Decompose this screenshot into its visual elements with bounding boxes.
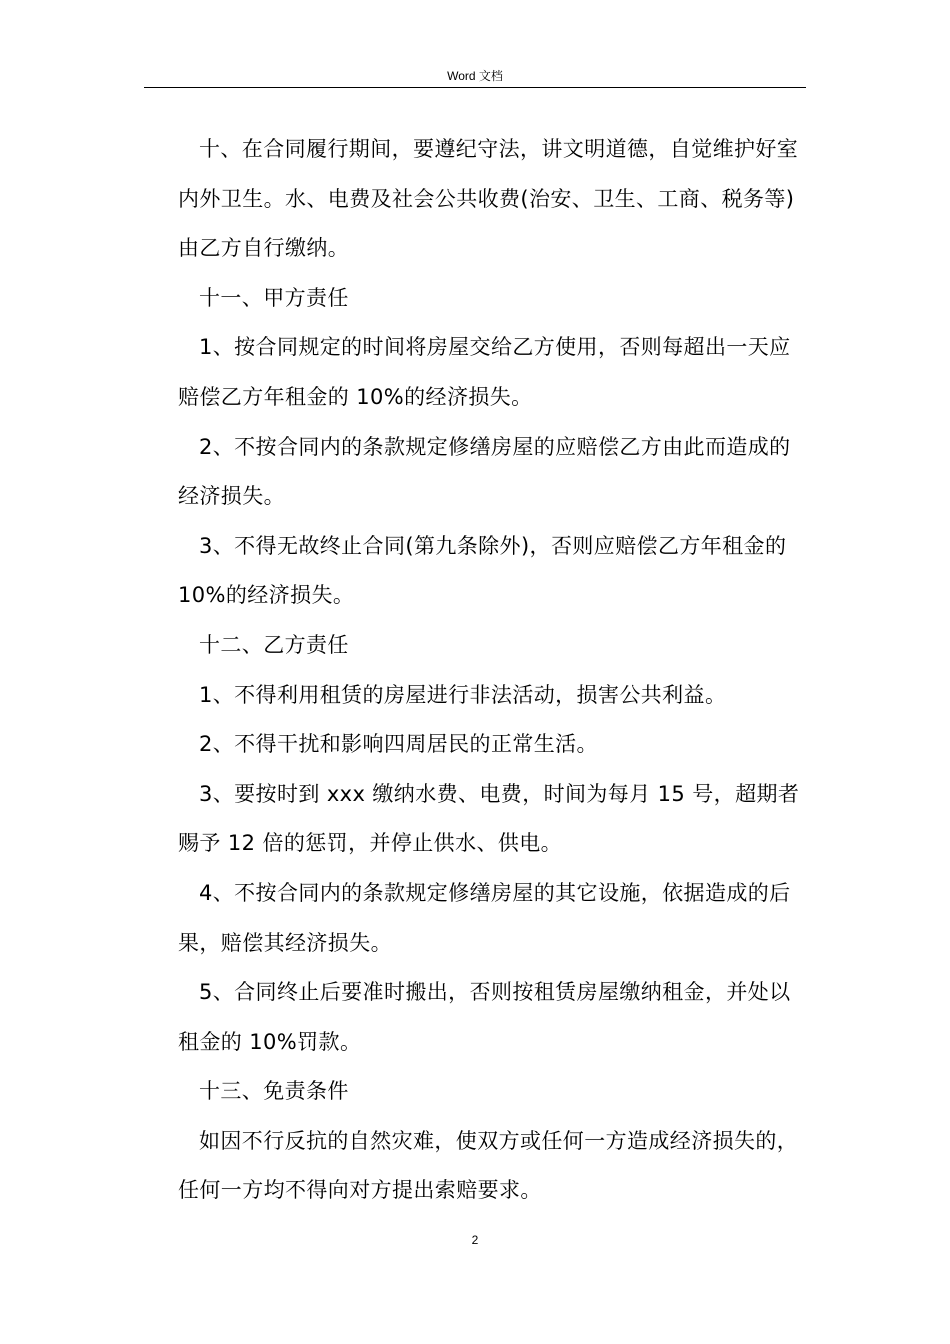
section-heading-party-b: 十二、乙方责任 <box>199 632 349 657</box>
document-body <box>178 125 810 1216</box>
party-a-item-1: 1、按合同规定的时间将房屋交给乙方使用，否则每超出一天应赔偿乙方年租金的 10%的经济损失。 <box>178 335 791 409</box>
exemption-paragraph: 如因不行反抗的自然灾难，使双方或任何一方造成经济损失的，任何一方均不得向对方提出索赔要求。 <box>178 1128 799 1203</box>
party-b-item-4: 4、不按合同内的条款规定修缮房屋的其它设施，依据造成的后果，赔偿其经济损失。 <box>178 880 791 955</box>
party-a-item-2: 2、不按合同内的条款规定修缮房屋的应赔偿乙方由此而造成的经济损失。 <box>178 434 791 509</box>
page-number: 2 <box>471 1233 479 1247</box>
party-a-item-3: 3、不得无故终止合同(第九条除外)，否则应赔偿乙方年租金的10%的经济损失。 <box>178 533 787 608</box>
party-b-item-5: 5、合同终止后要准时搬出，否则按租赁房屋缴纳租金，并处以租金的 10%罚款。 <box>178 980 791 1054</box>
party-b-item-3: 3、要按时到 xxx 缴纳水费、电费，时间为每月 15 号，超期者赐予 12 倍的惩罚，并停止供水、供电。 <box>178 781 800 856</box>
section-heading-party-a: 十一、甲方责任 <box>199 285 349 310</box>
header-rule <box>144 87 806 88</box>
section-heading-exemption: 十三、免责条件 <box>199 1079 349 1104</box>
clause-10-paragraph: 十、在合同履行期间，要遵纪守法，讲文明道德，自觉维护好室内外卫生。水、电费及社会公共收费(治安、卫生、工商、税务等)由乙方自行缴纳。 <box>178 137 799 261</box>
party-b-item-2: 2、不得干扰和影响四周居民的正常生活。 <box>199 732 598 757</box>
page-header: Word 文档 <box>447 69 503 83</box>
party-b-item-1: 1、不得利用租赁的房屋进行非法活动，损害公共利益。 <box>199 682 727 707</box>
